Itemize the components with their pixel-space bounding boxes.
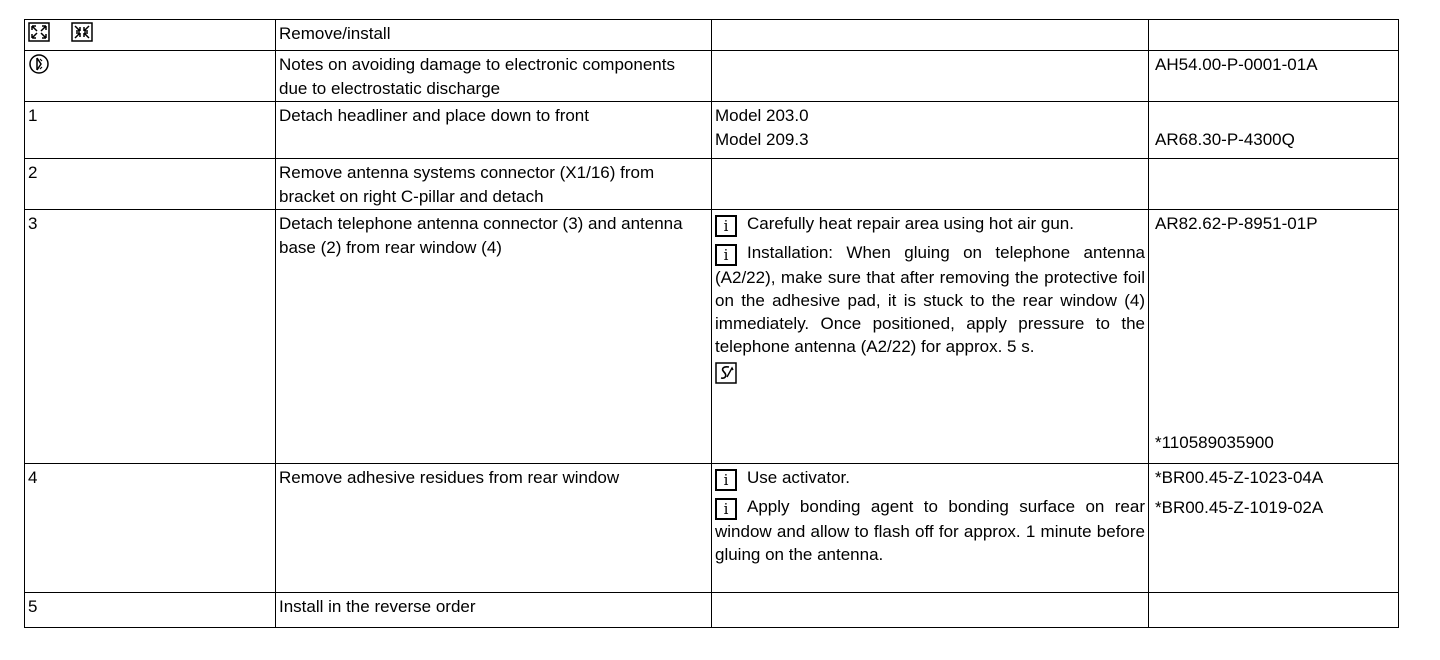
- table-row: [25, 102, 1399, 159]
- info-icon: i: [715, 469, 737, 491]
- note-item: [715, 495, 1145, 566]
- notes-cell: [712, 20, 1149, 51]
- info-icon: i: [715, 498, 737, 520]
- remove-icon: [28, 22, 50, 49]
- notes-cell: [712, 102, 1149, 159]
- reference-text: *BR00.45-Z-1019-02A: [1155, 498, 1324, 517]
- table-row: [25, 51, 1399, 102]
- action-cell: Install in the reverse order: [276, 593, 712, 628]
- note-text: Installation: When gluing on telephone antenna (A2/22), make sure that after removing the protective foil on the adhesive pad, it is stuck to the rear window (4) immediately. Once positioned, apply pressure to the telephone antenna (A2/22) for approx. 5 s.: [715, 243, 1145, 356]
- action-cell: Remove antenna systems connector (X1/16) from bracket on right C-pillar and detach: [276, 159, 712, 210]
- reference-cell: [1149, 464, 1399, 593]
- action-cell: Detach telephone antenna connector (3) and antenna base (2) from rear window (4): [276, 210, 712, 464]
- action-cell: Remove/install: [276, 20, 712, 51]
- action-cell: Notes on avoiding damage to electronic components due to electrostatic discharge: [276, 51, 712, 102]
- reference-cell: AH54.00-P-0001-01A: [1149, 51, 1399, 102]
- reference-cell: [1149, 102, 1399, 159]
- step-cell: 5: [25, 593, 276, 628]
- esd-warning-icon: [28, 53, 50, 82]
- action-cell: Remove adhesive residues from rear window: [276, 464, 712, 593]
- table-row: [25, 593, 1399, 628]
- notes-cell: [712, 593, 1149, 628]
- notes-cell: [712, 51, 1149, 102]
- note-item: [715, 241, 1145, 358]
- table-row: [25, 464, 1399, 593]
- note-text: Use activator.: [747, 468, 850, 487]
- reference-text: AR82.62-P-8951-01P: [1155, 214, 1318, 233]
- reference-cell: [1149, 159, 1399, 210]
- tool-item: [715, 362, 1145, 390]
- step-cell: [25, 51, 276, 102]
- action-cell: Detach headliner and place down to front: [276, 102, 712, 159]
- notes-cell: [712, 159, 1149, 210]
- repair-procedure-table: [24, 19, 1399, 628]
- step-cell: [25, 20, 276, 51]
- reference-text: AR68.30-P-4300Q: [1155, 130, 1295, 149]
- table-row: [25, 20, 1399, 51]
- notes-cell: [712, 210, 1149, 464]
- special-tool-icon: [715, 362, 737, 390]
- install-icon: [71, 22, 93, 49]
- step-cell: 1: [25, 102, 276, 159]
- reference-cell: [1149, 210, 1399, 464]
- note-text: Carefully heat repair area using hot air gun.: [747, 214, 1074, 233]
- model-line: Model 203.0: [715, 106, 809, 125]
- note-item: [715, 212, 1145, 237]
- info-icon: i: [715, 215, 737, 237]
- table-row: [25, 159, 1399, 210]
- step-cell: 2: [25, 159, 276, 210]
- step-cell: 4: [25, 464, 276, 593]
- notes-cell: [712, 464, 1149, 593]
- reference-text: *BR00.45-Z-1023-04A: [1155, 468, 1324, 487]
- info-icon: i: [715, 244, 737, 266]
- model-line: Model 209.3: [715, 130, 809, 149]
- note-item: [715, 466, 1145, 491]
- table-row: [25, 210, 1399, 464]
- reference-cell: [1149, 593, 1399, 628]
- reference-cell: [1149, 20, 1399, 51]
- tool-reference-text: *110589035900: [1155, 433, 1274, 452]
- step-cell: 3: [25, 210, 276, 464]
- note-text: Apply bonding agent to bonding surface on rear window and allow to flash off for approx. 1 minute before gluing on the antenna.: [715, 497, 1145, 564]
